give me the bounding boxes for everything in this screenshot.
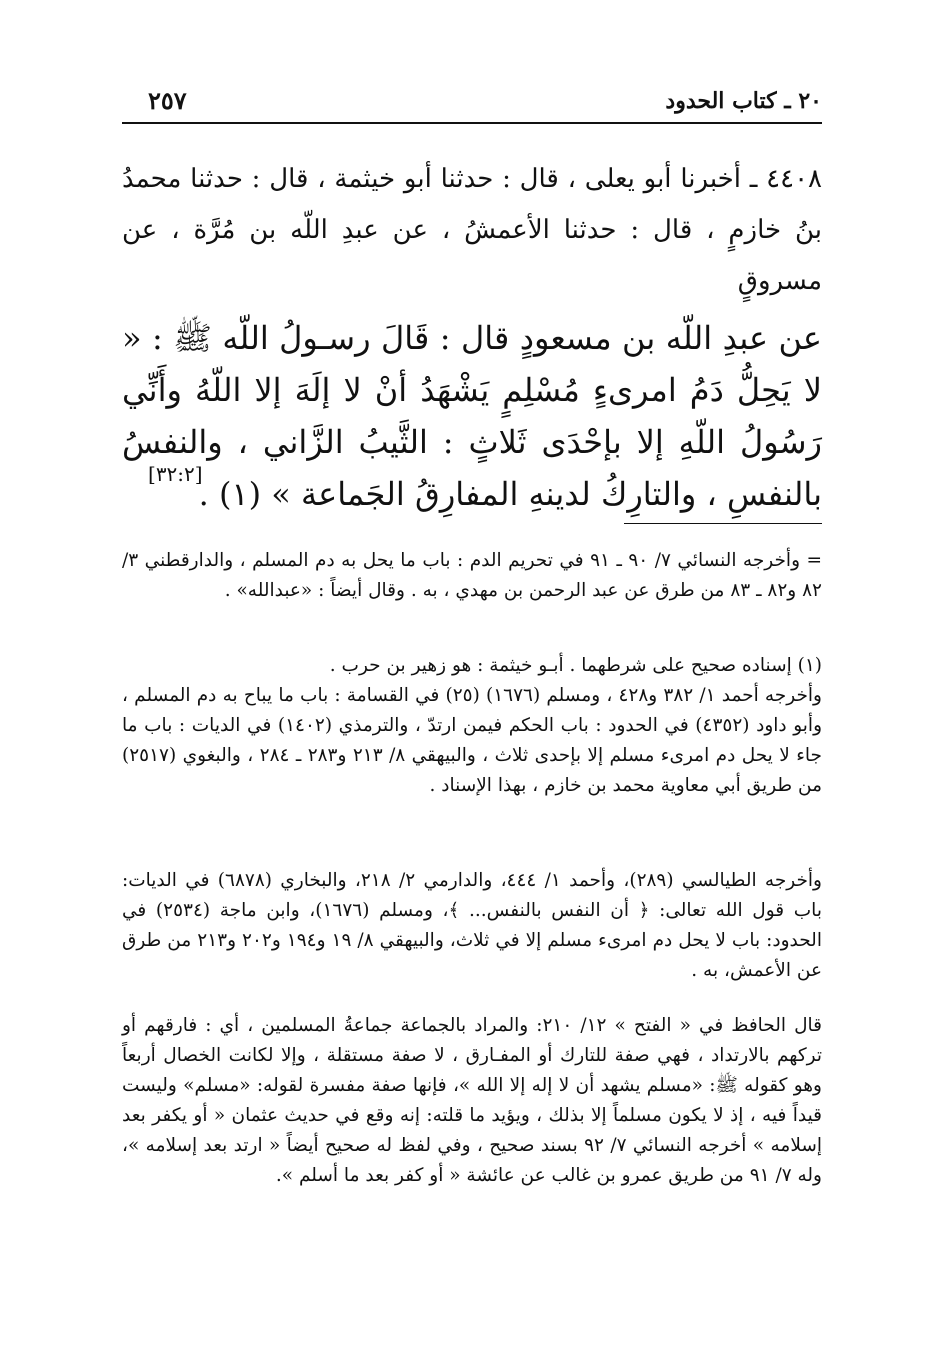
footnote-rule [624,523,822,524]
footnote-paragraph: وأخرجه أحمد ١/ ٣٨٢ و٤٢٨ ، ومسلم (١٦٧٦) (٢٥) في القسامة : باب ما يباح به دم المسلم ، وأبو داود (٤٣٥٢) في الحدود : باب الحكم فيمن ارتدّ ، والترمذي (١٤٠٢) في الديات : باب ما جاء لا يحل دم امرىء مسلم إلا بإحدى ثلاث ، والبيهقي ٨/ ٢١٣ و٢٨٣ ـ ٢٨٤ ، والبغوي (٢٥١٧) من طريق أبي معاوية محمد بن خازم ، بهذا الإسناد . [122,685,823,796]
hadith-reference: [٣٢:٢] [148,462,203,486]
footnote-paragraph: وأخرجه الطيالسي (٢٨٩)، وأحمد ١/ ٤٤٤، والدارمي ٢/ ٢١٨، والبخاري (٦٨٧٨) في الديات: باب قول الله تعالى: ﴿ أن النفس بالنفس... ﴾، ومسلم (١٦٧٦)، وابن ماجة (٢٥٣٤) في الحدود: باب لا يحل دم امرىء مسلم إلا في ثلاث، والبيهقي ٨/ ١٩ و١٩٤ و٢٠٢ و٢١٣ من طرق عن الأعمش، به . [122,870,822,981]
footnote-paragraph: قال الحافظ في « الفتح » ١٢/ ٢١٠: والمراد بالجماعة جماعةُ المسلمين ، أي : فارقهم أو تركهم بالارتداد ، فهي صفة للتارك أو المفـارق ، لا صفة مستقلة ، وإلا لكانت الخصال أربعاً وهو كقوله ﷺ: «مسلم يشهد أن لا إله إلا الله »، فإنها صفة مفسرة لقوله: «مسلم» وليست قيداً فيه ، إذ لا يكون مسلماً إلا بذلك ، ويؤيد ما قلته: إنه وقع في حديث عثمان « أو يكفر بعد إسلامه » أخرجه النسائي ٧/ ٩٢ بسند صحيح ، وفي لفظ له صحيح أيضاً « ارتد بعد إسلامه »، وله ٧/ ٩١ من طريق عمرو بن غالب عن عائشة « أو كفر بعد ما أسلم ». [122,1015,822,1186]
chapter-title: ٢٠ ـ كتاب الحدود [665,88,822,114]
hadith-chain: ٤٤٠٨ ـ أخبرنا أبو يعلى ، قال : حدثنا أبو خيثمة ، قال : حدثنا محمدُ بنُ خازمٍ ، قال : حدثنا الأعمشُ ، عن عبدِ اللّه بن مُرَّة ، عن مسروقٍ [122,164,822,296]
page-number: ٢٥٧ [148,86,187,115]
footnote-continuation: = وأخرجه النسائي ٧/ ٩٠ ـ ٩١ في تحريم الدم : باب ما يحل به دم المسلم ، والدارقطني ٣/ ٨٢ و٨٢ ـ ٨٣ من طرق عن عبد الرحمن بن مهدي ، به . وقال أيضاً : «عبدالله» . [122,550,822,601]
header-rule [122,122,822,124]
hadith-text: عن عبدِ اللّه بن مسعودٍ قال : قَالَ رسـولُ اللّه ﷺ : « لا يَحِلُّ دَمُ امرىءٍ مُسْلِمٍ يَشْهَدُ أنْ لا إلَهَ إلا اللّهُ وأَنِّي رَسُولُ اللّهِ إلا بإحْدَى ثَلاثٍ : الثَّيبُ الزَّاني ، والنفسُ بالنفسِ ، والتارِكُ لدينهِ المفارِقُ الجَماعة » (١) . [122,319,822,513]
footnote-1: (١) إسناده صحيح على شرطهما . أبـو خيثمة : هو زهير بن حرب . [329,655,822,676]
